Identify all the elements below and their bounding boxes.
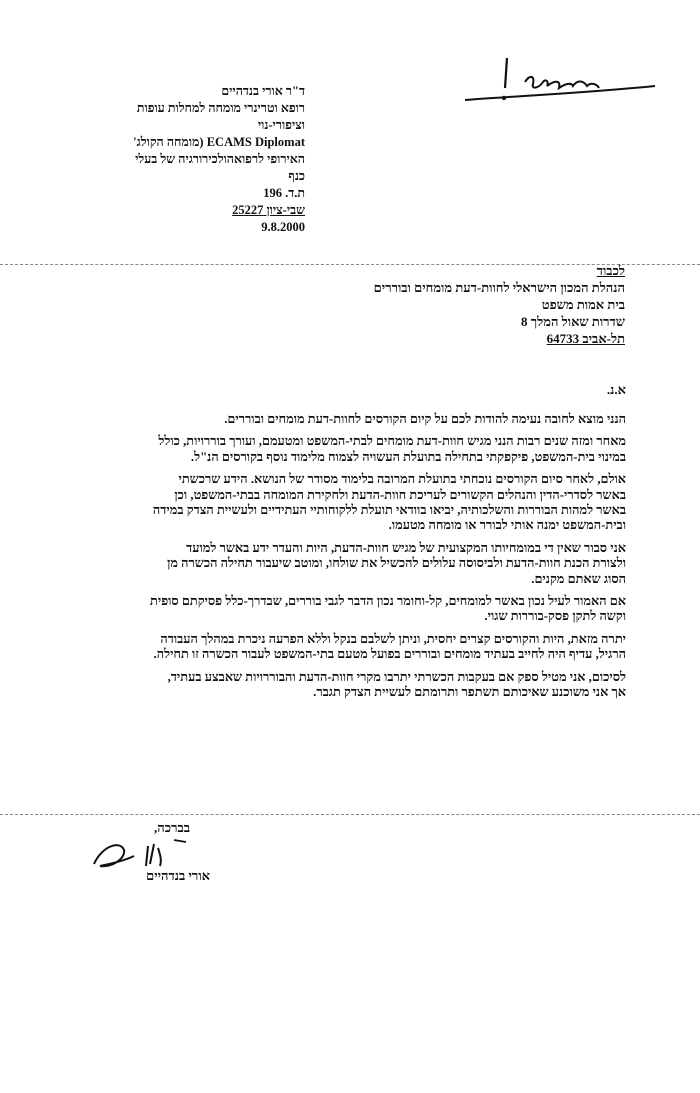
letter-body	[150, 412, 626, 708]
recipient-org: הנהלת המכון הישראלי לחוות-דעת מומחים ובוררים	[373, 280, 625, 295]
recipient-to: לכבוד	[596, 263, 625, 278]
sender-diploma-end: כנף	[288, 169, 305, 183]
sender-title-cont: וציפורי-נוי	[257, 118, 305, 132]
sender-diploma-cont: האירופי לרפואהולכירורגיה של בעלי	[135, 152, 305, 166]
closing: בברכה,	[154, 820, 190, 835]
sender-pobox: ת.ד. 196	[263, 186, 305, 200]
salutation: א.נ.	[606, 382, 626, 397]
paragraph: אני סבור שאין די במומחיותו המקצועית של מגיש חוות-הדעת, היות והעדר ידע באשר למועד ולצורת הכנת חוות-הדעת ולביסוסה עלולים להכשיל את שולחו, ומוטב שיעבור תחילה הכשרה מן הסוג שאתם מקנים.	[167, 540, 626, 586]
paragraph: אם האמור לעיל נכון באשר למומחים, קל-וחומר נכון הדבר לגבי בוררים, שבדרך-כלל פסיקתם סופית וקשה לתקן פסק-בוררות שגוי.	[150, 594, 626, 624]
paragraph: מאחר ומזה שנים רבות הנני מגיש חוות-דעת מומחים לבתי-המשפט ומטעמם, ועורך בוררויות, כולל במינוי בית-המשפט, פיקפקתי בתחילה בתועלת העשויה לצמוח מלימוד נוסף בקורסים הנ"ל.	[158, 434, 626, 464]
recipient-building: בית אמות משפט	[541, 297, 625, 312]
signature-name: אורי בנדהיים	[146, 868, 210, 883]
sender-diploma: ECAMS Diplomat (מומחה הקולג'	[133, 135, 305, 149]
recipient-city: תל-אביב 64733	[546, 331, 625, 346]
sender-city: שבי-ציון 25227	[232, 203, 305, 217]
separator-line	[0, 814, 700, 815]
sender-name: ד"ר אורי בנדהיים	[221, 84, 305, 98]
paragraph: אולם, לאחר סיום הקורסים נוכחתי בתועלת המרובה בלימוד מסודר של הנושא. הידע שרכשתי באשר לסדרי-הדין והנהלים הקשורים לעריכת חוות-הדעת ולחקירת המומחה בבתי-המשפט, וכן באשר למהות הבוררות והשלכותיה, יביאו בוודאי תועלת ללקוחותיי העתידיים ולעשיית הצדק במידה ובית-המשפט ימנה אותי לבורר או מומחה מטעמו.	[152, 472, 626, 533]
letter-date: 9.8.2000	[261, 220, 305, 234]
handwritten-mark-image	[455, 50, 665, 120]
paragraph: הנני מוצא לחובה נעימה להודות לכם על קיום הקורסים לחוות-דעת מומחים ובוררים.	[224, 412, 626, 426]
paragraph: לסיכום, אני מטיל ספק אם בעקבות הכשרתי יתרבו מקרי חוות-הדעת והבוררויות שאבצע בעתיד, אך אני משוכנע שאיכותם תשתפר ותרומתם לעשיית הצדק תגבר.	[167, 669, 626, 700]
recipient-street: שדרות שאול המלך 8	[521, 314, 625, 329]
sender-title: רופא וטרינרי מומחה למחלות עופות	[136, 101, 305, 115]
recipient-block	[300, 262, 625, 347]
paragraph: יתרה מזאת, היות והקורסים קצרים יחסית, וניתן לשלבם בנקל וללא הפרעה ניכרת במהלך העבודה הרגיל, עדיף היה לחייב בעתיד מומחים ובוררים בפועל מטעם בתי-המשפט לעבור הכשרה זו תחילה.	[153, 631, 626, 662]
sender-block	[133, 83, 305, 236]
